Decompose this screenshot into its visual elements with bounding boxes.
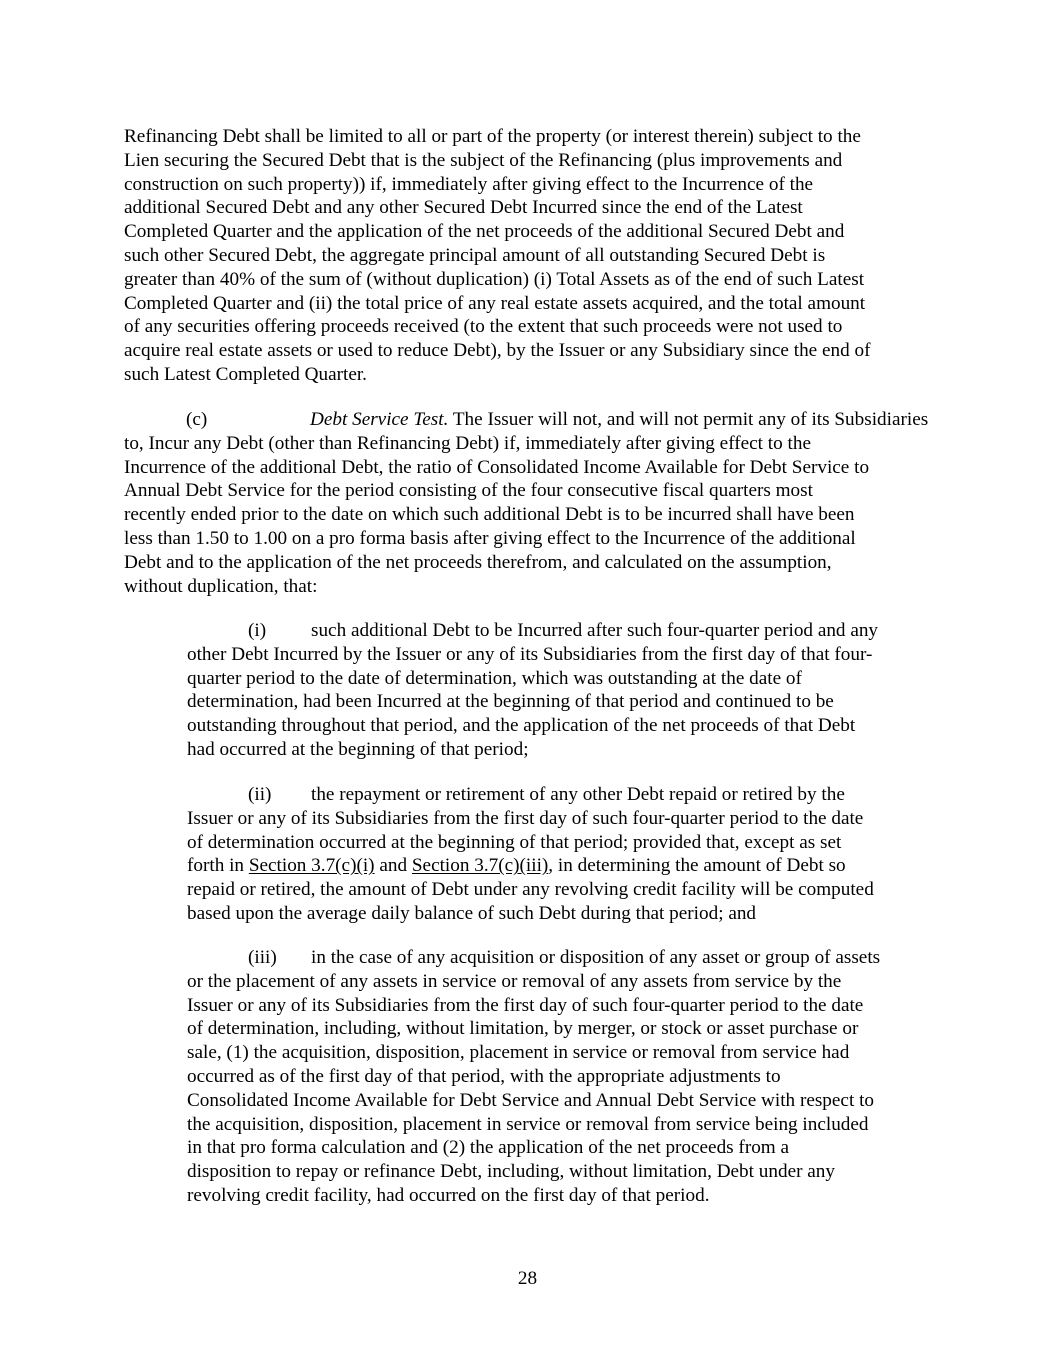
text-line: to, Incur any Debt (other than Refinancing Debt) if, immediately after giving effect to the xyxy=(124,432,811,454)
text-line: of determination, including, without limitation, by merger, or stock or asset purchase or xyxy=(187,1018,859,1040)
text-line: repaid or retired, the amount of Debt under any revolving credit facility will be computed xyxy=(187,879,874,901)
text-line: in that pro forma calculation and (2) the application of the net proceeds from a xyxy=(187,1137,790,1159)
section-3-7-c-i-link[interactable]: Section 3.7(c)(i) xyxy=(248,855,375,877)
text-line: disposition to repay or refinance Debt, including, without limitation, Debt under any xyxy=(187,1161,835,1183)
text-line: acquire real estate assets or used to reduce Debt), by the Issuer or any Subsidiary since the end of xyxy=(124,340,871,362)
text-line: quarter period to the date of determination, which was outstanding at the date of xyxy=(187,667,802,689)
paragraph-secured-debt-test-continuation xyxy=(124,125,870,387)
clause-ii-first-line-text: the repayment or retirement of any other Debt repaid or retired by the xyxy=(311,784,845,805)
section-c-heading: Debt Service Test. xyxy=(310,409,449,430)
text-line: Completed Quarter and the application of the net proceeds of the additional Secured Debt and xyxy=(124,221,845,243)
clause-i-first-line-text: such additional Debt to be Incurred after such four-quarter period and any xyxy=(311,620,879,641)
text-line: Debt and to the application of the net proceeds therefrom, and calculated on the assumption, xyxy=(124,551,832,573)
section-c-first-line-text: The Issuer will not, and will not permit any of its Subsidiaries xyxy=(448,409,929,430)
clause-i-label: (i) xyxy=(248,620,267,641)
text-line: Incurrence of the additional Debt, the ratio of Consolidated Income Available for Debt Service to xyxy=(124,456,870,478)
text-line: determination, had been Incurred at the beginning of that period and continued to be xyxy=(187,691,834,713)
text-line: such other Secured Debt, the aggregate principal amount of all outstanding Secured Debt is xyxy=(124,244,826,266)
text-line: recently ended prior to the date on which such additional Debt is to be incurred shall have been xyxy=(124,504,855,526)
text-line: additional Secured Debt and any other Secured Debt Incurred since the end of the Latest xyxy=(124,197,803,219)
text-line: construction on such property)) if, immediately after giving effect to the Incurrence of the xyxy=(124,173,814,195)
clause-ii-first-line xyxy=(187,783,874,807)
clause-ii xyxy=(187,783,874,926)
text-line: had occurred at the beginning of that period; xyxy=(187,738,529,760)
section-3-7-c-iii-link[interactable]: Section 3.7(c)(iii) xyxy=(411,855,549,877)
text-line: Annual Debt Service for the period consisting of the four consecutive fiscal quarters most xyxy=(124,480,813,502)
text-line: Lien securing the Secured Debt that is the subject of the Refinancing (plus improvements and xyxy=(124,149,843,171)
clause-iii xyxy=(187,946,880,1208)
clause-ii-reference-line xyxy=(187,854,874,878)
text-line: the acquisition, disposition, placement in service or removal from service being included xyxy=(187,1113,869,1135)
text-line: revolving credit facility, had occurred on the first day of that period. xyxy=(187,1184,710,1206)
clause-iii-first-line xyxy=(187,946,880,970)
text-line: Issuer or any of its Subsidiaries from the first day of such four-quarter period to the date xyxy=(187,994,864,1016)
text-line: less than 1.50 to 1.00 on a pro forma basis after giving effect to the Incurrence of the additional xyxy=(124,527,856,549)
text-line: such Latest Completed Quarter. xyxy=(124,363,367,385)
section-c-label: (c) xyxy=(186,409,208,430)
text-line: or the placement of any assets in service or removal of any assets from service by the xyxy=(187,970,842,992)
text-fragment: , in determining the amount of Debt so xyxy=(548,855,846,877)
clause-ii-label: (ii) xyxy=(248,784,272,805)
text-line: Completed Quarter and (ii) the total price of any real estate assets acquired, and the total amount xyxy=(124,292,866,314)
clause-iii-first-line-text: in the case of any acquisition or disposition of any asset or group of assets xyxy=(311,947,881,968)
text-line: of determination occurred at the beginning of that period; provided that, except as set xyxy=(187,831,842,853)
text-fragment: forth in xyxy=(187,855,249,877)
text-line: Refinancing Debt shall be limited to all or part of the property (or interest therein) subject to the xyxy=(124,126,861,147)
text-line: other Debt Incurred by the Issuer or any of its Subsidiaries from the first day of that four- xyxy=(187,643,873,665)
text-line: based upon the average daily balance of such Debt during that period; and xyxy=(187,902,757,924)
section-c-debt-service-test xyxy=(124,408,928,598)
clause-i xyxy=(187,619,878,762)
text-line: greater than 40% of the sum of (without duplication) (i) Total Assets as of the end of such Latest xyxy=(124,268,865,290)
text-line: occurred as of the first day of that period, with the appropriate adjustments to xyxy=(187,1065,781,1087)
text-line: Issuer or any of its Subsidiaries from the first day of such four-quarter period to the date xyxy=(187,807,864,829)
text-line: Consolidated Income Available for Debt Service and Annual Debt Service with respect to xyxy=(187,1089,874,1111)
text-line: outstanding throughout that period, and the application of the net proceeds of that Debt xyxy=(187,715,856,737)
page-number: 28 xyxy=(517,1268,538,1289)
text-line: without duplication, that: xyxy=(124,575,318,597)
text-line: sale, (1) the acquisition, disposition, placement in service or removal from service had xyxy=(187,1042,850,1064)
text-line: of any securities offering proceeds received (to the extent that such proceeds were not used to xyxy=(124,316,843,338)
section-c-first-line xyxy=(124,408,928,432)
clause-i-first-line xyxy=(187,619,878,643)
clause-iii-label: (iii) xyxy=(248,947,277,968)
text-fragment: and xyxy=(374,855,412,877)
